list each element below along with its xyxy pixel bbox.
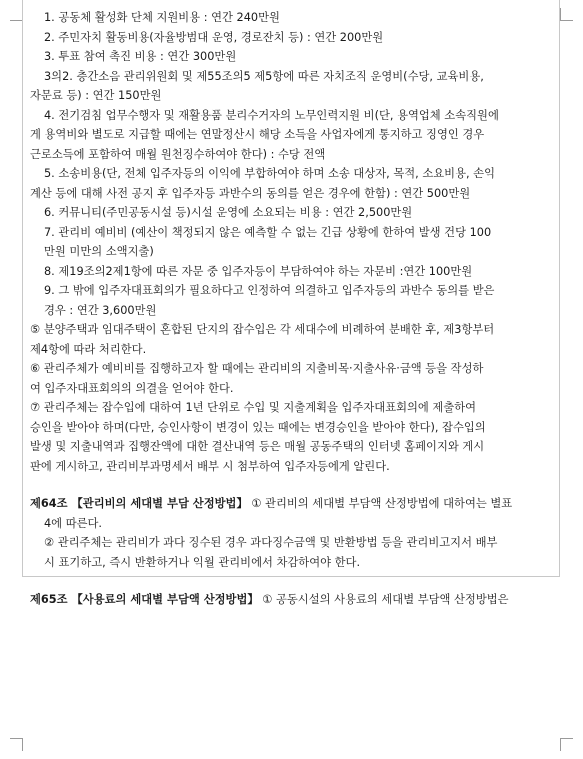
list-item: 4. 전기검침 업무수행자 및 재활용품 분리수거자의 노무인력지원 비(단, 용역업체 소속직원에	[44, 108, 499, 122]
article-64-paragraph	[30, 494, 532, 514]
list-item: 만원 미만의 소액지출)	[44, 245, 154, 258]
clause-paragraph: 제4항에 따라 처리한다.	[30, 342, 147, 356]
list-item: 6. 커뮤니티(주민공동시설 등)시설 운영에 소요되는 비용 : 연간 2,500만원	[44, 206, 413, 219]
article-65-text: ① 공동시설의 사용료의 세대별 부담액 산정방법은	[258, 593, 509, 606]
clause-paragraph: 여 입주자대표회의의 의결을 얻어야 한다.	[30, 381, 234, 395]
article-64-text: ① 관리비의 세대별 부담액 산정방법에 대하여는 별표	[247, 497, 513, 510]
article-64-text: 4에 따른다.	[44, 516, 103, 530]
list-item: 9. 그 밖에 입주자대표회의가 필요하다고 인정하여 의결하고 입주자등의 과반수 동의를 받은	[44, 284, 495, 297]
article-64-text: 시 표기하고, 즉시 반환하거나 익월 관리비에서 차감하여야 한다.	[44, 555, 361, 569]
clause-paragraph: 발생 및 지출내역과 집행잔액에 대한 결산내역 등은 매월 공동주택의 인터넷 홈페이지와 게시	[30, 440, 485, 453]
list-item: 게 용역비와 별도로 지급할 때에는 연말정산시 해당 소득을 사업자에게 통지하고 징영인 경우	[30, 128, 485, 141]
document-body	[30, 8, 532, 610]
list-item: 7. 관리비 예비비 (예산이 책정되지 않은 예측할 수 없는 긴급 상황에 한하여 발생 건당 100	[44, 225, 492, 239]
article-64-text: ② 관리주체는 관리비가 과다 징수된 경우 과다징수금액 및 반환방법 등을 관리비고지서 배부	[44, 536, 498, 549]
clause-paragraph: ⑥ 관리주체가 예비비를 집행하고자 할 때에는 관리비의 지출비목·지출사유·금액 등을 작성하	[30, 362, 484, 375]
paragraph-gap	[30, 572, 532, 590]
clause-paragraph: ⑤ 분양주택과 임대주택이 혼합된 단지의 잡수입은 각 세대수에 비례하여 분배한 후, 제3항부터	[30, 323, 495, 336]
list-item: 3의2. 층간소음 관리위원회 및 제55조의5 제5항에 따른 자치조직 운영비(수당, 교육비용,	[44, 69, 484, 83]
page-corner-mark	[560, 8, 573, 21]
article-64-heading: 제64조 【관리비의 세대별 부담 산정방법】	[30, 497, 248, 510]
article-65-paragraph	[30, 590, 532, 610]
list-item: 1. 공동체 활성화 단체 지원비용 : 연간 240만원	[44, 11, 280, 24]
clause-paragraph: 판에 게시하고, 관리비부과명세서 배부 시 첨부하여 입주자등에게 알린다.	[30, 459, 390, 473]
page-corner-mark	[10, 738, 23, 751]
list-item: 8. 제19조의2제1항에 따른 자문 중 입주자등이 부담하여야 하는 자문비 :연간 100만원	[44, 264, 473, 278]
paragraph-gap	[30, 476, 532, 494]
list-item: 5. 소송비용(단, 전체 입주자등의 이익에 부합하여야 하며 소송 대상자, 목적, 소요비용, 손익	[44, 167, 496, 180]
list-item: 계산 등에 대해 사전 공지 후 입주자등 과반수의 동의를 얻은 경우에 한함) : 연간 500만원	[30, 186, 471, 200]
list-item: 2. 주민자치 활동비용(자율방범대 운영, 경로잔치 등) : 연간 200만원	[44, 30, 384, 44]
list-item: 경우 : 연간 3,600만원	[44, 303, 157, 317]
list-item: 3. 투표 참여 촉진 비용 : 연간 300만원	[44, 50, 237, 63]
page-corner-mark	[560, 738, 573, 751]
article-65-heading: 제65조 【사용료의 세대별 부담액 산정방법】	[30, 593, 259, 606]
clause-paragraph: ⑦ 관리주체는 잡수입에 대하여 1년 단위로 수입 및 지출계획을 입주자대표회의에 제출하여	[30, 401, 477, 414]
list-item: 근로소득에 포함하여 매월 원천징수하여야 한다) : 수당 전액	[30, 147, 326, 161]
clause-paragraph: 승인을 받아야 하며(다만, 승인사항이 변경이 있는 때에는 변경승인을 받아야 한다), 잡수입의	[30, 420, 486, 434]
list-item: 자문료 등) : 연간 150만원	[30, 89, 162, 102]
